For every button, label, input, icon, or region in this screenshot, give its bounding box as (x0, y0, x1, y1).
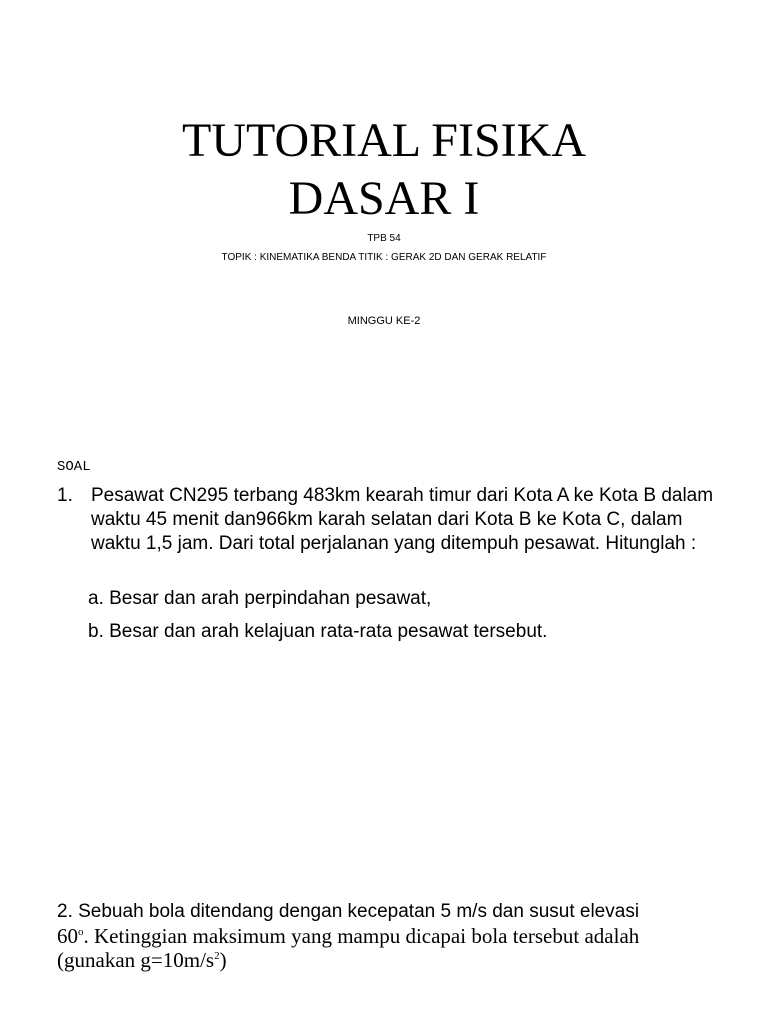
question-2-line-1: 2. Sebuah bola ditendang dengan kecepatan 5 m/s dan susut elevasi (57, 901, 640, 922)
degree-mark: o (78, 926, 84, 938)
elevation-angle: 60 (57, 924, 78, 948)
question-2-line-2 (57, 924, 747, 948)
question-1-text: Pesawat CN295 terbang 483km kearah timur dari Kota A ke Kota B dalam waktu 45 menit dan966km karah selatan dari Kota B ke Kota C, dalam waktu 1,5 jam. Dari total perjalanan yang ditempuh pesawat. Hitunglah : (91, 485, 714, 554)
gravity-exponent: 2 (214, 950, 220, 962)
course-code: TPB 54 (367, 233, 401, 244)
question-2-line-2-rest: . Ketinggian maksimum yang mampu dicapai bola tersebut adalah (83, 924, 640, 948)
week-label: MINGGU KE-2 (347, 315, 421, 327)
document-title (0, 112, 768, 228)
question-1-sub-b: b. Besar dan arah kelajuan rata-rata pesawat tersebut. (88, 621, 548, 642)
section-label-soal: SOAL (57, 459, 91, 475)
question-1-sub-a: a. Besar dan arah perpindahan pesawat, (88, 588, 432, 609)
question-2 (57, 900, 747, 972)
gravity-note-start: (gunakan g=10m/s (57, 948, 215, 972)
question-1-number: 1. (57, 485, 73, 506)
topic-line: TOPIK : KINEMATIKA BENDA TITIK : GERAK 2D DAN GERAK RELATIF (221, 252, 547, 263)
question-2-line-3 (57, 948, 747, 972)
title-line-1: TUTORIAL FISIKA (182, 114, 586, 167)
gravity-note-end: ) (219, 948, 227, 972)
title-line-2: DASAR I (288, 172, 480, 225)
